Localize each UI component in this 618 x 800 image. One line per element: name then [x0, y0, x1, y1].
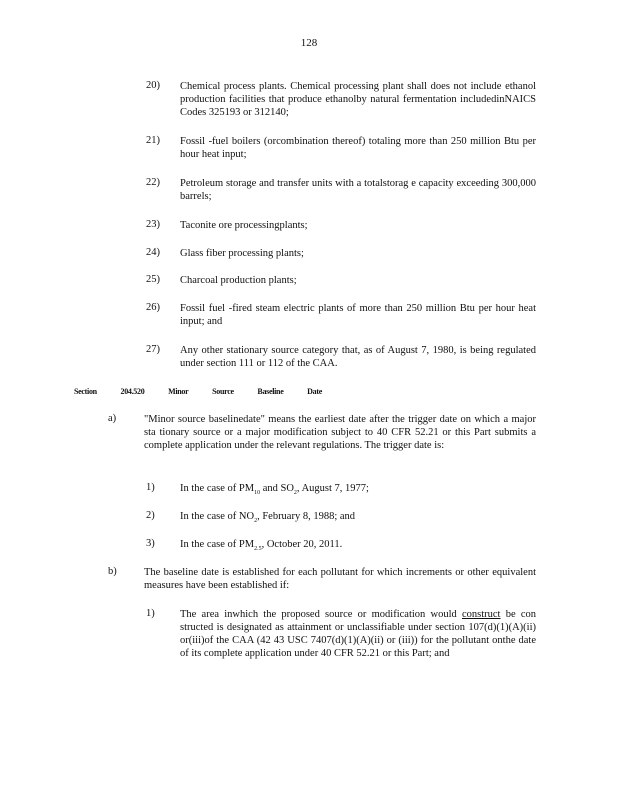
item-text: In the case of $NO_2$, February 8, 1988; and	[180, 511, 356, 525]
underlined-insertion: construct	[461, 609, 501, 620]
item-number: 2)	[146, 510, 155, 521]
section-title-word: Minor	[168, 387, 189, 396]
item-number: 26)	[146, 302, 160, 313]
item-text: Charcoal production plants;	[180, 275, 297, 286]
subsection-text: The baseline date is established for each pollutant for which increments or other equivalent measures have been established if:	[144, 567, 536, 591]
item-number: 27)	[146, 344, 160, 355]
item-text: Petroleum storage and transfer units with a totalstorag e capacity exceeding 300,000 barrels;	[180, 178, 536, 202]
item-text: Fossil -fuel boilers (orcombination thereof) totaling more than 250 million Btu per hour heat input;	[180, 136, 536, 160]
item-number: 25)	[146, 274, 160, 285]
section-title-word: Baseline	[257, 387, 284, 396]
item-text: Taconite ore processingplants;	[180, 220, 308, 231]
section-title-word: Source	[212, 387, 234, 396]
item-text: Fossil fuel -fired steam electric plants of more than 250 million Btu per hour heat input; and	[180, 303, 536, 327]
page-number: 128	[300, 37, 318, 49]
item-number: 21)	[146, 135, 160, 146]
item-number: 24)	[146, 247, 160, 258]
section-number: 204.520	[120, 387, 145, 396]
item-number: 23)	[146, 219, 160, 230]
section-label: Section	[74, 387, 97, 396]
item-number: 20)	[146, 80, 160, 91]
item-text: In the case of $PM_{2.5}$, October 20, 2011.	[180, 539, 343, 553]
subsection-letter: a)	[108, 413, 117, 424]
subsection-letter: b)	[108, 566, 117, 577]
item-number: 3)	[146, 538, 155, 549]
item-text: Chemical process plants. Chemical processing plant shall does not include ethanol production facilities that produce ethanolby natural fermentation includedinNAICS Codes 325193 or 312140;	[180, 81, 536, 118]
item-text: In the case of $PM_{10}$ and $SO_2$, August 7, 1977;	[180, 483, 369, 497]
section-title-word: Date	[307, 387, 322, 396]
subsection-text: "Minor source baselinedate" means the earliest date after the trigger date on which a major sta tionary source or a major modification subject to 40 CFR 52.21 or this Part submits a complete application under the relevant regulations. The trigger date is:	[144, 414, 536, 451]
item-number: 22)	[146, 177, 160, 188]
item-text: Glass fiber processing plants;	[180, 248, 304, 259]
item-text: Any other stationary source category that, as of August 7, 1980, is being regulated under section 111 or 112 of the CAA.	[180, 345, 536, 369]
item-text: The area inwhich the proposed source or modification would construct be con structed is designated as attainment or unclassifiable under section 107(d)(1)(A)(ii) or(iii)of the CAA (42 43 USC 7407(d)(1)(A)(ii) or (iii)) for the pollutant onthe date of its complete application under 40 CFR 52.21 or this Part; and	[180, 609, 536, 659]
item-number: 1)	[146, 482, 155, 493]
section-heading	[74, 387, 344, 396]
item-number: 1)	[146, 608, 155, 619]
